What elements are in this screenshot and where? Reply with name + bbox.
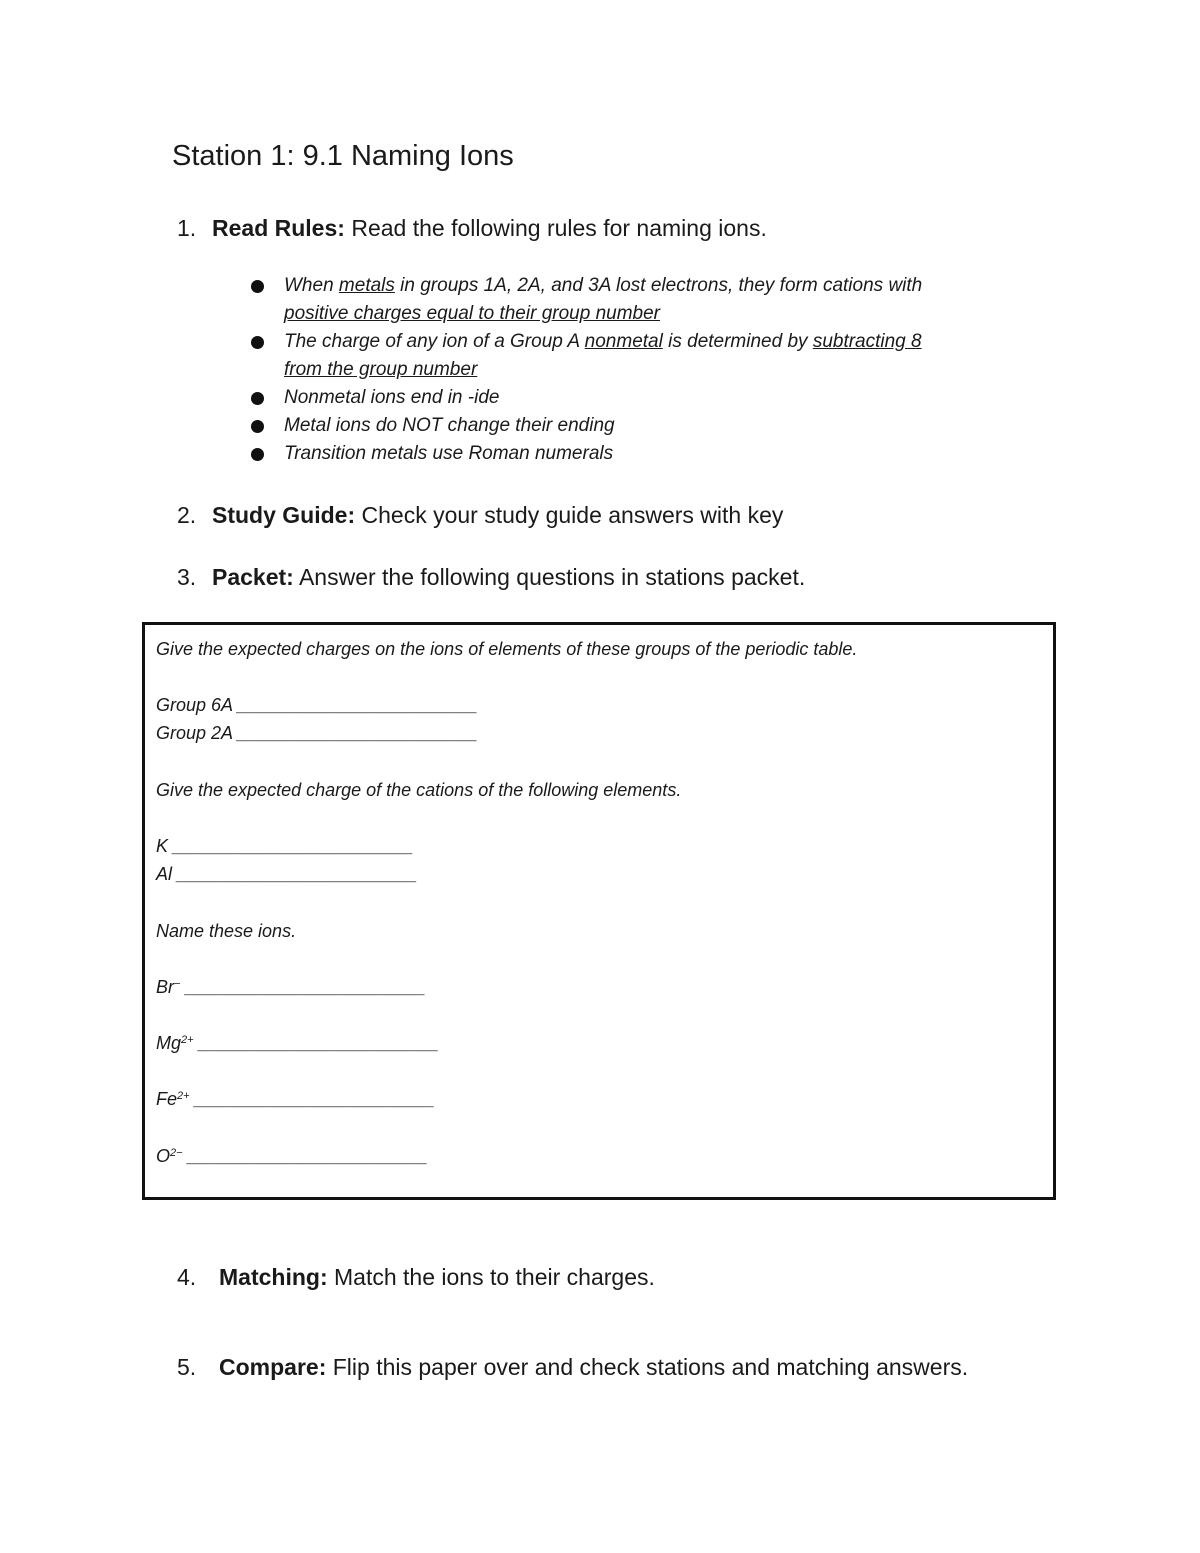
answer-line-fe: $Fe^{2+}$ ________________________ xyxy=(156,1089,435,1109)
answer-line-group-6a: Group 6A ________________________ xyxy=(156,695,478,715)
rule-item: The charge of any ion of a Group A nonmetal is determined by subtracting 8 from the group number xyxy=(250,328,1030,384)
question-prompt: Give the expected charge of the cations of the following elements. xyxy=(156,780,682,800)
answer-line-br: Br− ________________________ xyxy=(156,977,426,997)
step-label: Packet: xyxy=(212,564,294,590)
bullet-icon xyxy=(251,392,264,405)
step-text: Answer the following questions in stations packet. xyxy=(293,564,806,590)
rules-list xyxy=(250,272,1030,468)
answer-line-al: Al ________________________ xyxy=(156,864,418,884)
step-label: Compare: xyxy=(219,1354,327,1380)
rule-item: Metal ions do NOT change their ending xyxy=(250,412,1030,440)
step-number: 3. xyxy=(177,564,197,590)
answer-line-o: $O^{2-}$ ________________________ xyxy=(156,1146,428,1166)
question-prompt: Give the expected charges on the ions of elements of these groups of the periodic table. xyxy=(156,639,858,659)
step-label: Study Guide: xyxy=(212,502,356,528)
question-prompt: Name these ions. xyxy=(156,921,297,941)
step-number: 4. xyxy=(177,1264,197,1290)
rule-item: When metals in groups 1A, 2A, and 3A lost electrons, they form cations with positive charges equal to their group number xyxy=(250,272,1030,328)
step-number: 2. xyxy=(177,502,197,528)
page-title: Station 1: 9.1 Naming Ions xyxy=(172,140,514,172)
step-label: Read Rules: xyxy=(212,215,345,241)
step-text: Match the ions to their charges. xyxy=(327,1264,655,1290)
bullet-icon xyxy=(251,336,264,349)
step-text: Flip this paper over and check stations and matching answers. xyxy=(326,1354,969,1380)
step-number: 1. xyxy=(177,215,197,241)
bullet-icon xyxy=(251,280,264,293)
step-text: Check your study guide answers with key xyxy=(355,502,784,528)
rule-item: Transition metals use Roman numerals xyxy=(250,440,1030,468)
question-box xyxy=(142,622,1056,1200)
answer-line-group-2a: Group 2A ________________________ xyxy=(156,723,478,743)
answer-line-k: K ________________________ xyxy=(156,836,414,856)
step-text: Read the following rules for naming ions. xyxy=(344,215,767,241)
rule-item: Nonmetal ions end in -ide xyxy=(250,384,1030,412)
answer-line-mg: $Mg^{2+}$ ________________________ xyxy=(156,1033,439,1053)
step-number: 5. xyxy=(177,1354,197,1380)
step-label: Matching: xyxy=(219,1264,328,1290)
bullet-icon xyxy=(251,420,264,433)
bullet-icon xyxy=(251,448,264,461)
